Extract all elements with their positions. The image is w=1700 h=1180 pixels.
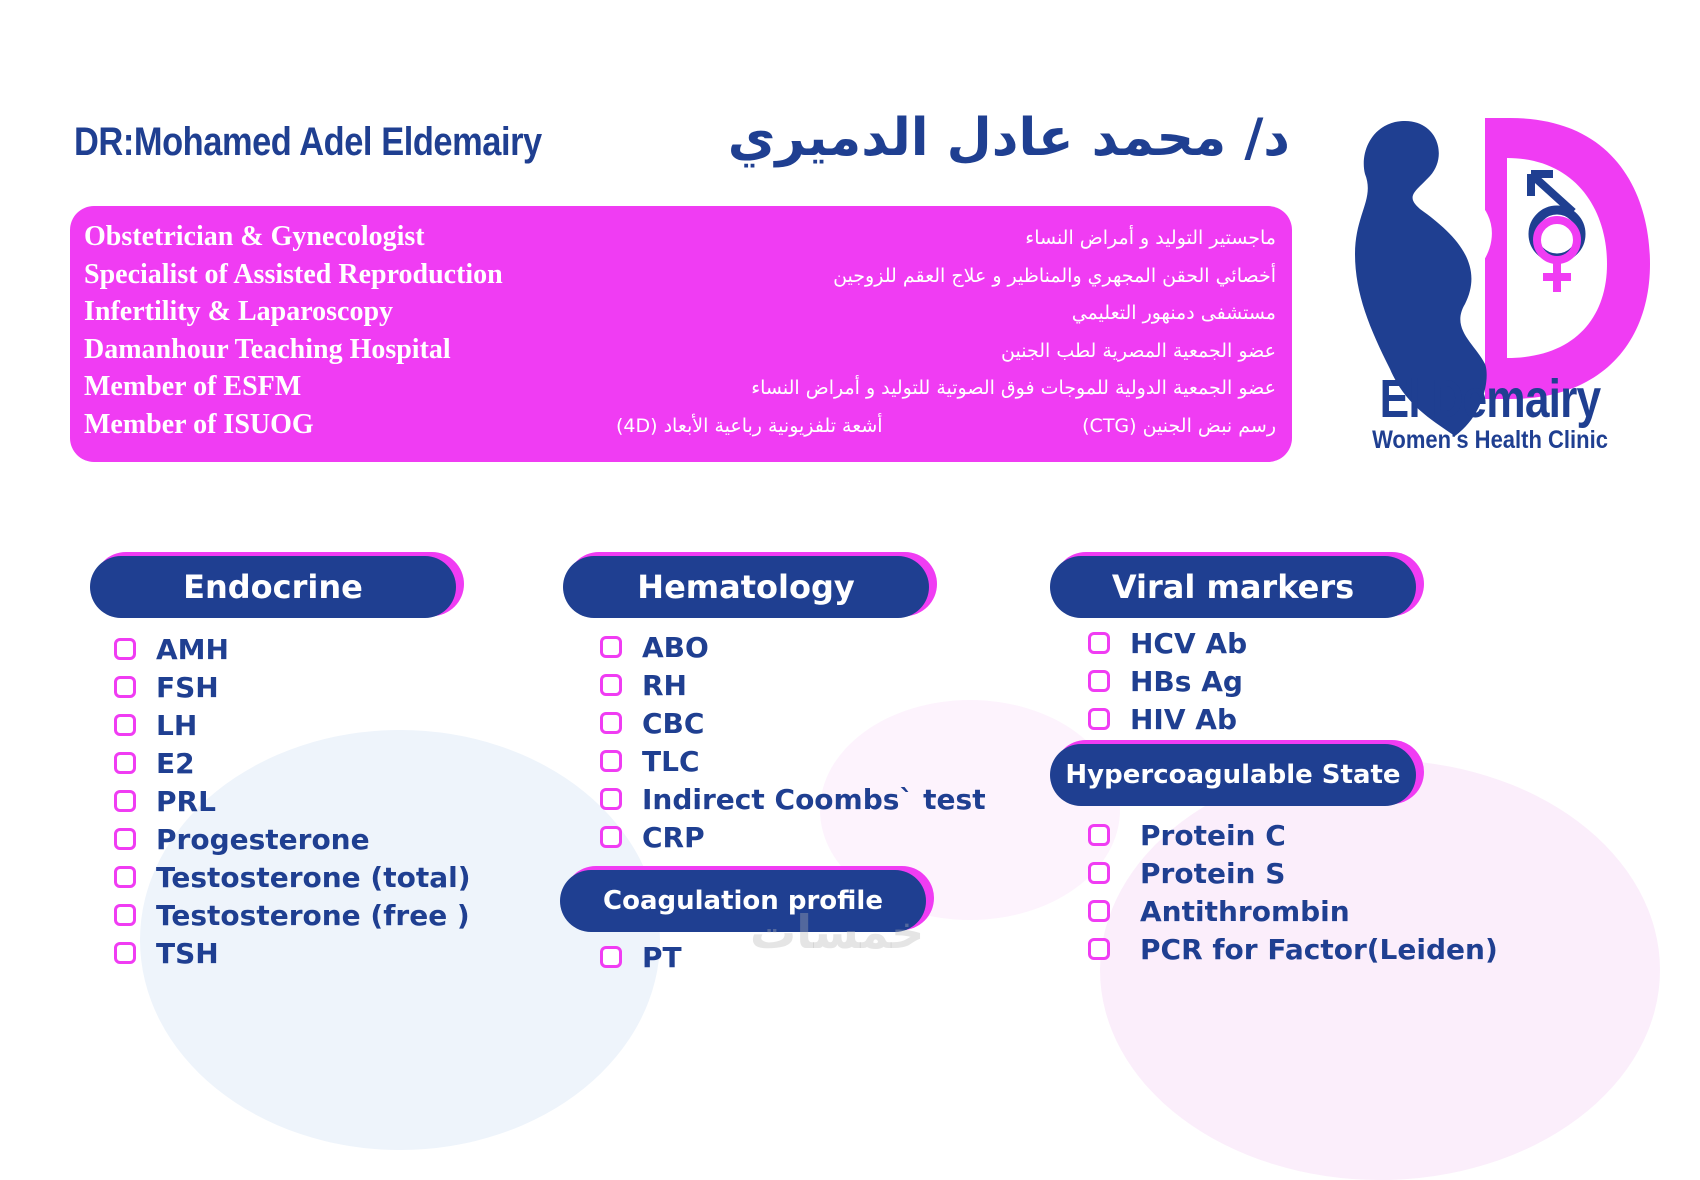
list-item[interactable] [114, 934, 471, 972]
list-item[interactable] [1088, 930, 1498, 968]
section-header [1050, 744, 1420, 808]
credential-line: Specialist of Assisted Reproduction [84, 258, 503, 290]
test-label: Progesterone [156, 822, 370, 856]
checkbox[interactable] [1088, 670, 1110, 692]
list-item[interactable] [600, 628, 986, 666]
test-label: PRL [156, 784, 216, 818]
test-list [114, 630, 471, 972]
test-label: HIV Ab [1130, 702, 1237, 736]
checkbox[interactable] [1088, 862, 1110, 884]
list-item[interactable] [1088, 816, 1498, 854]
credentials-box [70, 206, 1292, 462]
list-item[interactable] [1088, 662, 1420, 700]
section-hypercoagulable [1050, 744, 1498, 968]
list-item[interactable] [114, 668, 471, 706]
section-title: Coagulation profile [560, 870, 926, 932]
checkbox[interactable] [1088, 708, 1110, 730]
logo-subtitle: Women's Health Clinic [1372, 426, 1608, 454]
test-list [600, 628, 986, 856]
doctor-name-english: DR:Mohamed Adel Eldemairy [74, 120, 542, 164]
test-label: E2 [156, 746, 195, 780]
list-item[interactable] [600, 780, 986, 818]
credentials-arabic [616, 220, 1276, 445]
section-title: Endocrine [90, 556, 456, 618]
test-label: Antithrombin [1140, 894, 1350, 928]
credential-line-ar: أخصائي الحقن المجهري والمناظير و علاج العقم للزوجين [833, 264, 1276, 287]
checkbox[interactable] [600, 750, 622, 772]
test-label: HCV Ab [1130, 626, 1248, 660]
section-title: Hypercoagulable State [1050, 744, 1416, 806]
test-label: CRP [642, 820, 705, 854]
checkbox[interactable] [114, 714, 136, 736]
test-label: AMH [156, 632, 229, 666]
list-item[interactable] [114, 630, 471, 668]
test-label: TSH [156, 936, 219, 970]
list-item[interactable] [1088, 624, 1420, 662]
section-title: Hematology [563, 556, 929, 618]
test-label: HBs Ag [1130, 664, 1243, 698]
test-label: Testosterone (free ) [156, 898, 470, 932]
list-item[interactable] [114, 782, 471, 820]
list-item[interactable] [1088, 854, 1498, 892]
credential-line: Member of ESFM [84, 371, 302, 402]
credential-line: Obstetrician & Gynecologist [84, 221, 425, 252]
checkbox[interactable] [600, 946, 622, 968]
section-endocrine [90, 556, 471, 972]
test-label: CBC [642, 706, 705, 740]
list-item[interactable] [114, 744, 471, 782]
checkbox[interactable] [114, 866, 136, 888]
checkbox[interactable] [114, 790, 136, 812]
credential-4d: أشعة تلفزيونية رباعية الأبعاد (4D) [616, 414, 883, 437]
credential-line-ar: عضو الجمعية الدولية للموجات فوق الصوتية للتوليد و أمراض النساء [751, 377, 1276, 399]
checkbox[interactable] [114, 752, 136, 774]
checkbox[interactable] [600, 636, 622, 658]
credential-ctg: رسم نبض الجنين (CTG) [1082, 414, 1276, 437]
checkbox[interactable] [600, 826, 622, 848]
list-item[interactable] [114, 706, 471, 744]
section-header [90, 556, 460, 620]
test-label: LH [156, 708, 198, 742]
test-label: Indirect Coombs` test [642, 782, 986, 816]
section-viral-markers [1050, 556, 1420, 738]
list-item[interactable] [1088, 700, 1420, 738]
credential-line-ar-split [616, 408, 1276, 446]
list-item[interactable] [114, 820, 471, 858]
test-list [1088, 624, 1420, 738]
list-item[interactable] [600, 704, 986, 742]
doctor-name-arabic: د/ محمد عادل الدميري [727, 108, 1290, 168]
test-label: Testosterone (total) [156, 860, 471, 894]
test-label: ABO [642, 630, 709, 664]
checkbox[interactable] [1088, 938, 1110, 960]
credential-line-ar: عضو الجمعية المصرية لطب الجنين [1001, 339, 1276, 362]
test-label: TLC [642, 744, 700, 778]
checkbox[interactable] [600, 674, 622, 696]
checkbox[interactable] [1088, 632, 1110, 654]
section-header [1050, 556, 1420, 620]
credential-line-ar: ماجستير التوليد و أمراض النساء [1025, 227, 1276, 249]
credential-line: Infertility & Laparoscopy [84, 296, 394, 327]
test-list [1088, 816, 1498, 968]
test-label: Protein C [1140, 818, 1286, 852]
list-item[interactable] [600, 818, 986, 856]
test-label: Protein S [1140, 856, 1286, 890]
test-label: PCR for Factor(Leiden) [1140, 932, 1498, 966]
test-label: RH [642, 668, 687, 702]
checkbox[interactable] [114, 638, 136, 660]
checkbox[interactable] [114, 942, 136, 964]
checkbox[interactable] [114, 828, 136, 850]
list-item[interactable] [600, 742, 986, 780]
list-item[interactable] [1088, 892, 1498, 930]
checkbox[interactable] [600, 788, 622, 810]
credential-line-ar: مستشفى دمنهور التعليمي [1071, 302, 1276, 324]
checkbox[interactable] [1088, 900, 1110, 922]
credential-line: Damanhour Teaching Hospital [84, 333, 451, 365]
checkbox[interactable] [114, 904, 136, 926]
list-item[interactable] [600, 666, 986, 704]
checkbox[interactable] [600, 712, 622, 734]
credential-line: Member of ISUOG [84, 408, 314, 440]
watermark: خمسات [750, 905, 925, 959]
list-item[interactable] [114, 858, 471, 896]
checkbox[interactable] [1088, 824, 1110, 846]
test-label: PT [642, 940, 682, 974]
section-header [563, 556, 933, 620]
list-item[interactable] [114, 896, 471, 934]
logo-title: El Demairy [1379, 369, 1601, 429]
section-title: Viral markers [1050, 556, 1416, 618]
credentials-english [84, 218, 503, 443]
checkbox[interactable] [114, 676, 136, 698]
section-hematology [563, 556, 986, 856]
test-label: FSH [156, 670, 219, 704]
